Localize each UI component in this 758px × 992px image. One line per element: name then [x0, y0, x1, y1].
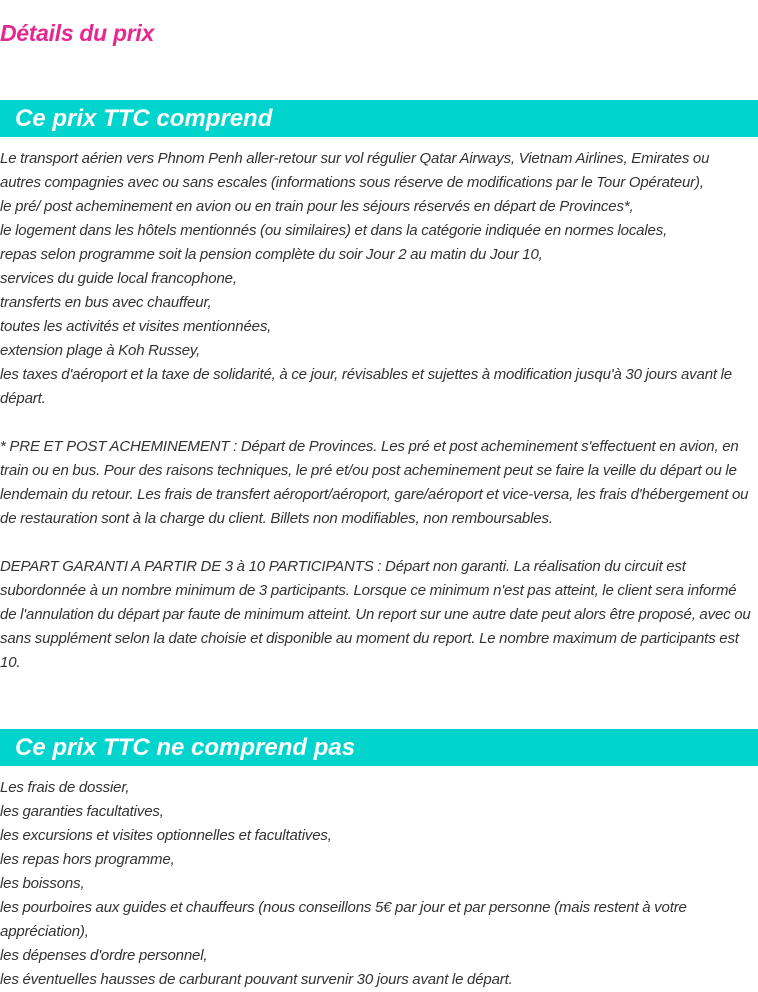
- list-item: Les frais de dossier,: [0, 779, 130, 796]
- list-item: Le transport aérien vers Phnom Penh aller-retour sur vol régulier Qatar Airways, Vietnam Airlines, Emirates ou autres compagnies avec ou sans escales (informations sous réserve de modifications par le Tour Opérateur),: [0, 150, 710, 191]
- list-item: les pourboires aux guides et chauffeurs (nous conseillons 5€ par jour et par personne (mais restent à votre appréciation),: [0, 899, 687, 940]
- list-item: les repas hors programme,: [0, 851, 175, 868]
- list-item: les taxes d'aéroport et la taxe de solidarité, à ce jour, révisables et sujettes à modification jusqu'à 30 jours avant le départ.: [0, 366, 733, 407]
- included-heading: Ce prix TTC comprend: [0, 100, 758, 137]
- list-item: les éventuelles hausses de carburant pouvant survenir 30 jours avant le départ.: [0, 971, 513, 988]
- included-list: [0, 147, 752, 411]
- list-item: repas selon programme soit la pension complète du soir Jour 2 au matin du Jour 10,: [0, 246, 543, 263]
- list-item: les dépenses d'ordre personnel,: [0, 947, 208, 964]
- depart-garanti-note: DEPART GARANTI A PARTIR DE 3 à 10 PARTICIPANTS : Départ non garanti. La réalisation du circuit est subordonnée à un nombre minimum de 3 participants. Lorsque ce minimum n'est pas atteint, le client sera informé de l'annulation du départ par faute de minimum atteint. Un report sur une autre date peut alors être proposé, avec ou sans supplément selon la date choisie et disponible au moment du report. Le nombre maximum de participants est 10.: [0, 558, 751, 671]
- list-item: le pré/ post acheminement en avion ou en train pour les séjours réservés en départ de Provinces*,: [0, 198, 634, 215]
- list-item: extension plage à Koh Russey,: [0, 342, 201, 359]
- included-section: [0, 137, 758, 675]
- excluded-list: [0, 776, 752, 992]
- list-item: services du guide local francophone,: [0, 270, 237, 287]
- excluded-section: [0, 766, 758, 992]
- page-title: Détails du prix: [0, 20, 154, 46]
- list-item: les boissons,: [0, 875, 85, 892]
- acheminement-note: * PRE ET POST ACHEMINEMENT : Départ de Provinces. Les pré et post acheminement s'effectuent en avion, en train ou en bus. Pour des raisons techniques, le pré et/ou post acheminement peut se faire la veille du départ ou le lendemain du retour. Les frais de transfert aéroport/aéroport, gare/aéroport et vice-versa, les frais d'hébergement ou de restauration sont à la charge du client. Billets non modifiables, non remboursables.: [0, 438, 749, 527]
- excluded-heading: Ce prix TTC ne comprend pas: [0, 729, 758, 766]
- list-item: toutes les activités et visites mentionnées,: [0, 318, 272, 335]
- list-item: transferts en bus avec chauffeur,: [0, 294, 212, 311]
- list-item: les garanties facultatives,: [0, 803, 164, 820]
- list-item: les excursions et visites optionnelles et facultatives,: [0, 827, 332, 844]
- list-item: le logement dans les hôtels mentionnés (ou similaires) et dans la catégorie indiquée en normes locales,: [0, 222, 668, 239]
